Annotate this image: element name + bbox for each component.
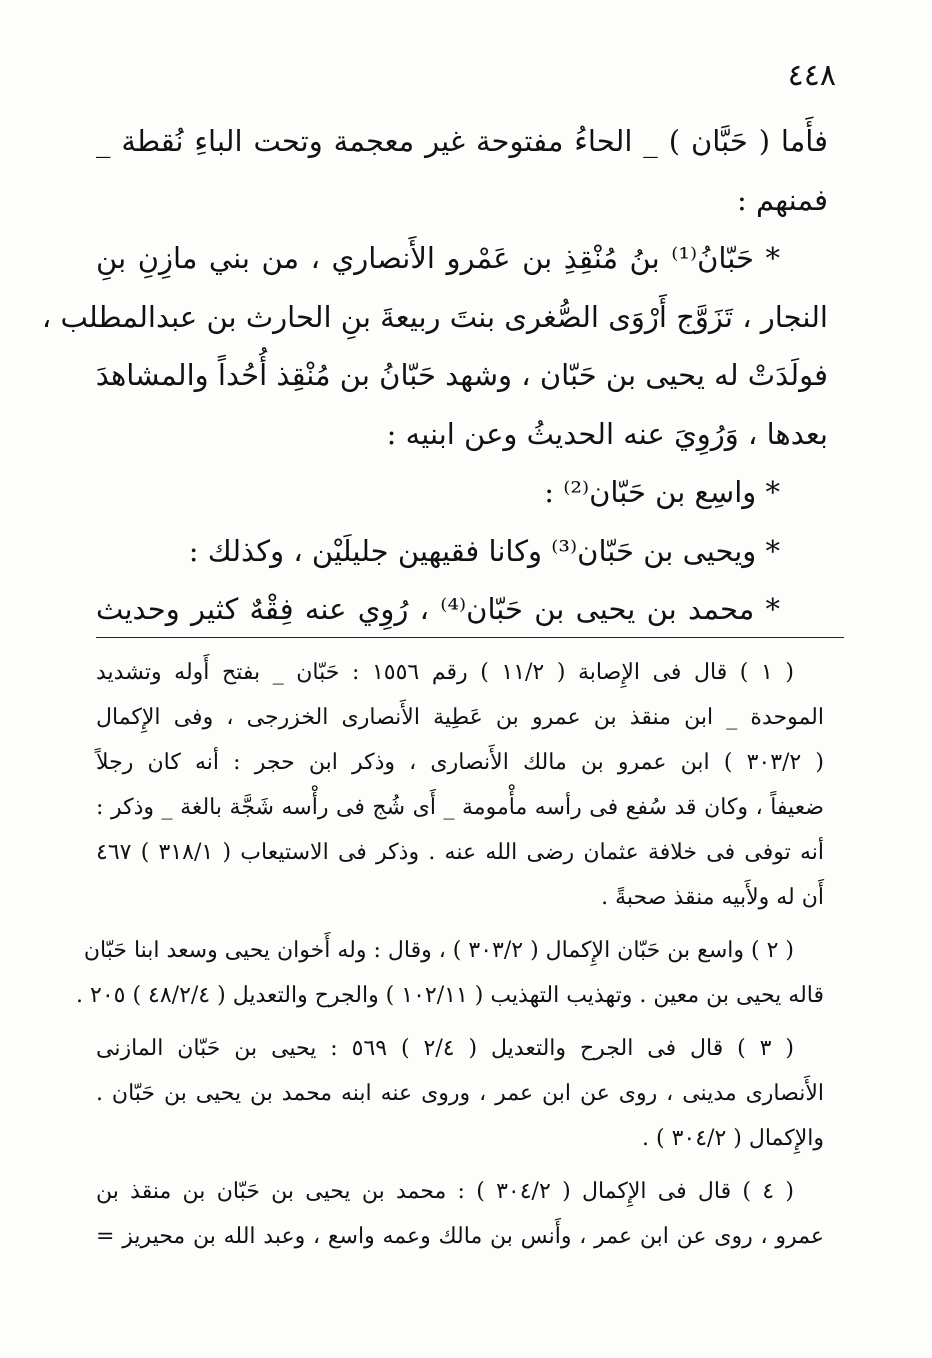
footnote-line: والإِكمال ( ٣٠٤/٢ ) . (642, 1126, 824, 1151)
footnote-line: ( ٣٠٣/٢ ) ابن عمرو بن مالك الأَنصارى ، وذكر ابن حجر : أنه كان رجلاً (96, 750, 824, 775)
body-line: * حَبّانُ⁽¹⁾ بنُ مُنْقِذِ بن عَمْرو الأَنصاري ، من بني مازِنِ بنِ (96, 241, 780, 275)
footnote-line: ضعيفاً ، وكان قد سُفع فى رأسه مأْمومة _ أَى شُج فى رأْسه شَجَّة بالغة _ وذكر : (96, 795, 824, 820)
body-line: فمنهم : (736, 182, 828, 217)
footnote-1 (96, 650, 824, 920)
footnote-3 (96, 1026, 824, 1161)
footnote-2 (76, 928, 824, 1018)
footnotes (76, 650, 824, 1267)
footnote-divider (96, 637, 844, 638)
body-line: فولَدَتْ له يحيى بن حَبّان ، وشهد حَبّانُ بن مُنْقِذ أُحُداً والمشاهدَ (95, 358, 828, 392)
body-line: * واسِع بن حَبّان⁽²⁾ : (544, 475, 780, 509)
footnote-line: أنه توفى فى خلافة عثمان رضى الله عنه . وذكر فى الاستيعاب ( ٣١٨/١ ) ٤٦٧ (96, 840, 824, 865)
footnote-line: ( ٢ ) واسع بن حَبّان الإِكمال ( ٣٠٣/٢ ) ، وقال : وله أَخوان يحيى وسعد ابنا حَبّان (83, 938, 794, 963)
footnote-4 (96, 1169, 824, 1259)
body-line: * محمد بن يحيى بن حَبّان⁽⁴⁾ ، رُوِي عنه فِقْهٌ كثير وحديث (96, 592, 780, 626)
footnote-line: ( ١ ) قال فى الإِصابة ( ١١/٢ ) رقم ١٥٥٦ : حَبّان _ بفتح أَوله وتشديد (96, 660, 794, 685)
footnote-line: قاله يحيى بن معين . وتهذيب التهذيب ( ١٠٢/١١ ) والجرح والتعديل ( ٤٨/٢/٤ ) ٢٠٥ . (76, 983, 824, 1008)
footnote-line: ( ٤ ) قال فى الإِكمال ( ٣٠٤/٢ ) : محمد بن يحيى بن حَبّان بن منقذ بن (96, 1179, 794, 1204)
footnote-line: عمرو ، روى عن ابن عمر ، وأَنس بن مالك وعمه واسع ، وعبد الله بن محيريز = (96, 1224, 824, 1249)
footnote-line: الأَنصارى مدينى ، روى عن ابن عمر ، وروى عنه ابنه محمد بن يحيى بن حَبّان . (96, 1081, 824, 1106)
footnote-line: ( ٣ ) قال فى الجرح والتعديل ( ٢/٤ ) ٥٦٩ : يحيى بن حَبّان المازنى (96, 1036, 795, 1061)
page-number: ٤٤٨ (787, 58, 836, 93)
body-line: فأَما ( حَبَّان ) _ الحاءُ مفتوحة غير معجمة وتحت الباءِ نُقطة _ (96, 124, 828, 158)
footnote-line: أَن له ولأَبيه منقذ صحبةً . (601, 885, 824, 910)
body-line: النجار ، تَزَوَّج أَرْوَى الصُّغرى بنتَ ربيعةَ بنِ الحارث بن عبدالمطلب ، (41, 299, 828, 334)
footnote-line: الموحدة _ ابن منقذ بن عمرو بن عَطِية الأَنصارى الخزرجى ، وفى الإِكمال (96, 705, 824, 730)
body-line: * ويحيى بن حَبّان⁽³⁾ وكانا فقيهين جليلَيْن ، وكذلك : (188, 533, 780, 568)
main-text (41, 112, 828, 639)
body-line: بعدها ، وَرُوِيَ عنه الحديثُ وعن ابنيه : (386, 416, 828, 451)
